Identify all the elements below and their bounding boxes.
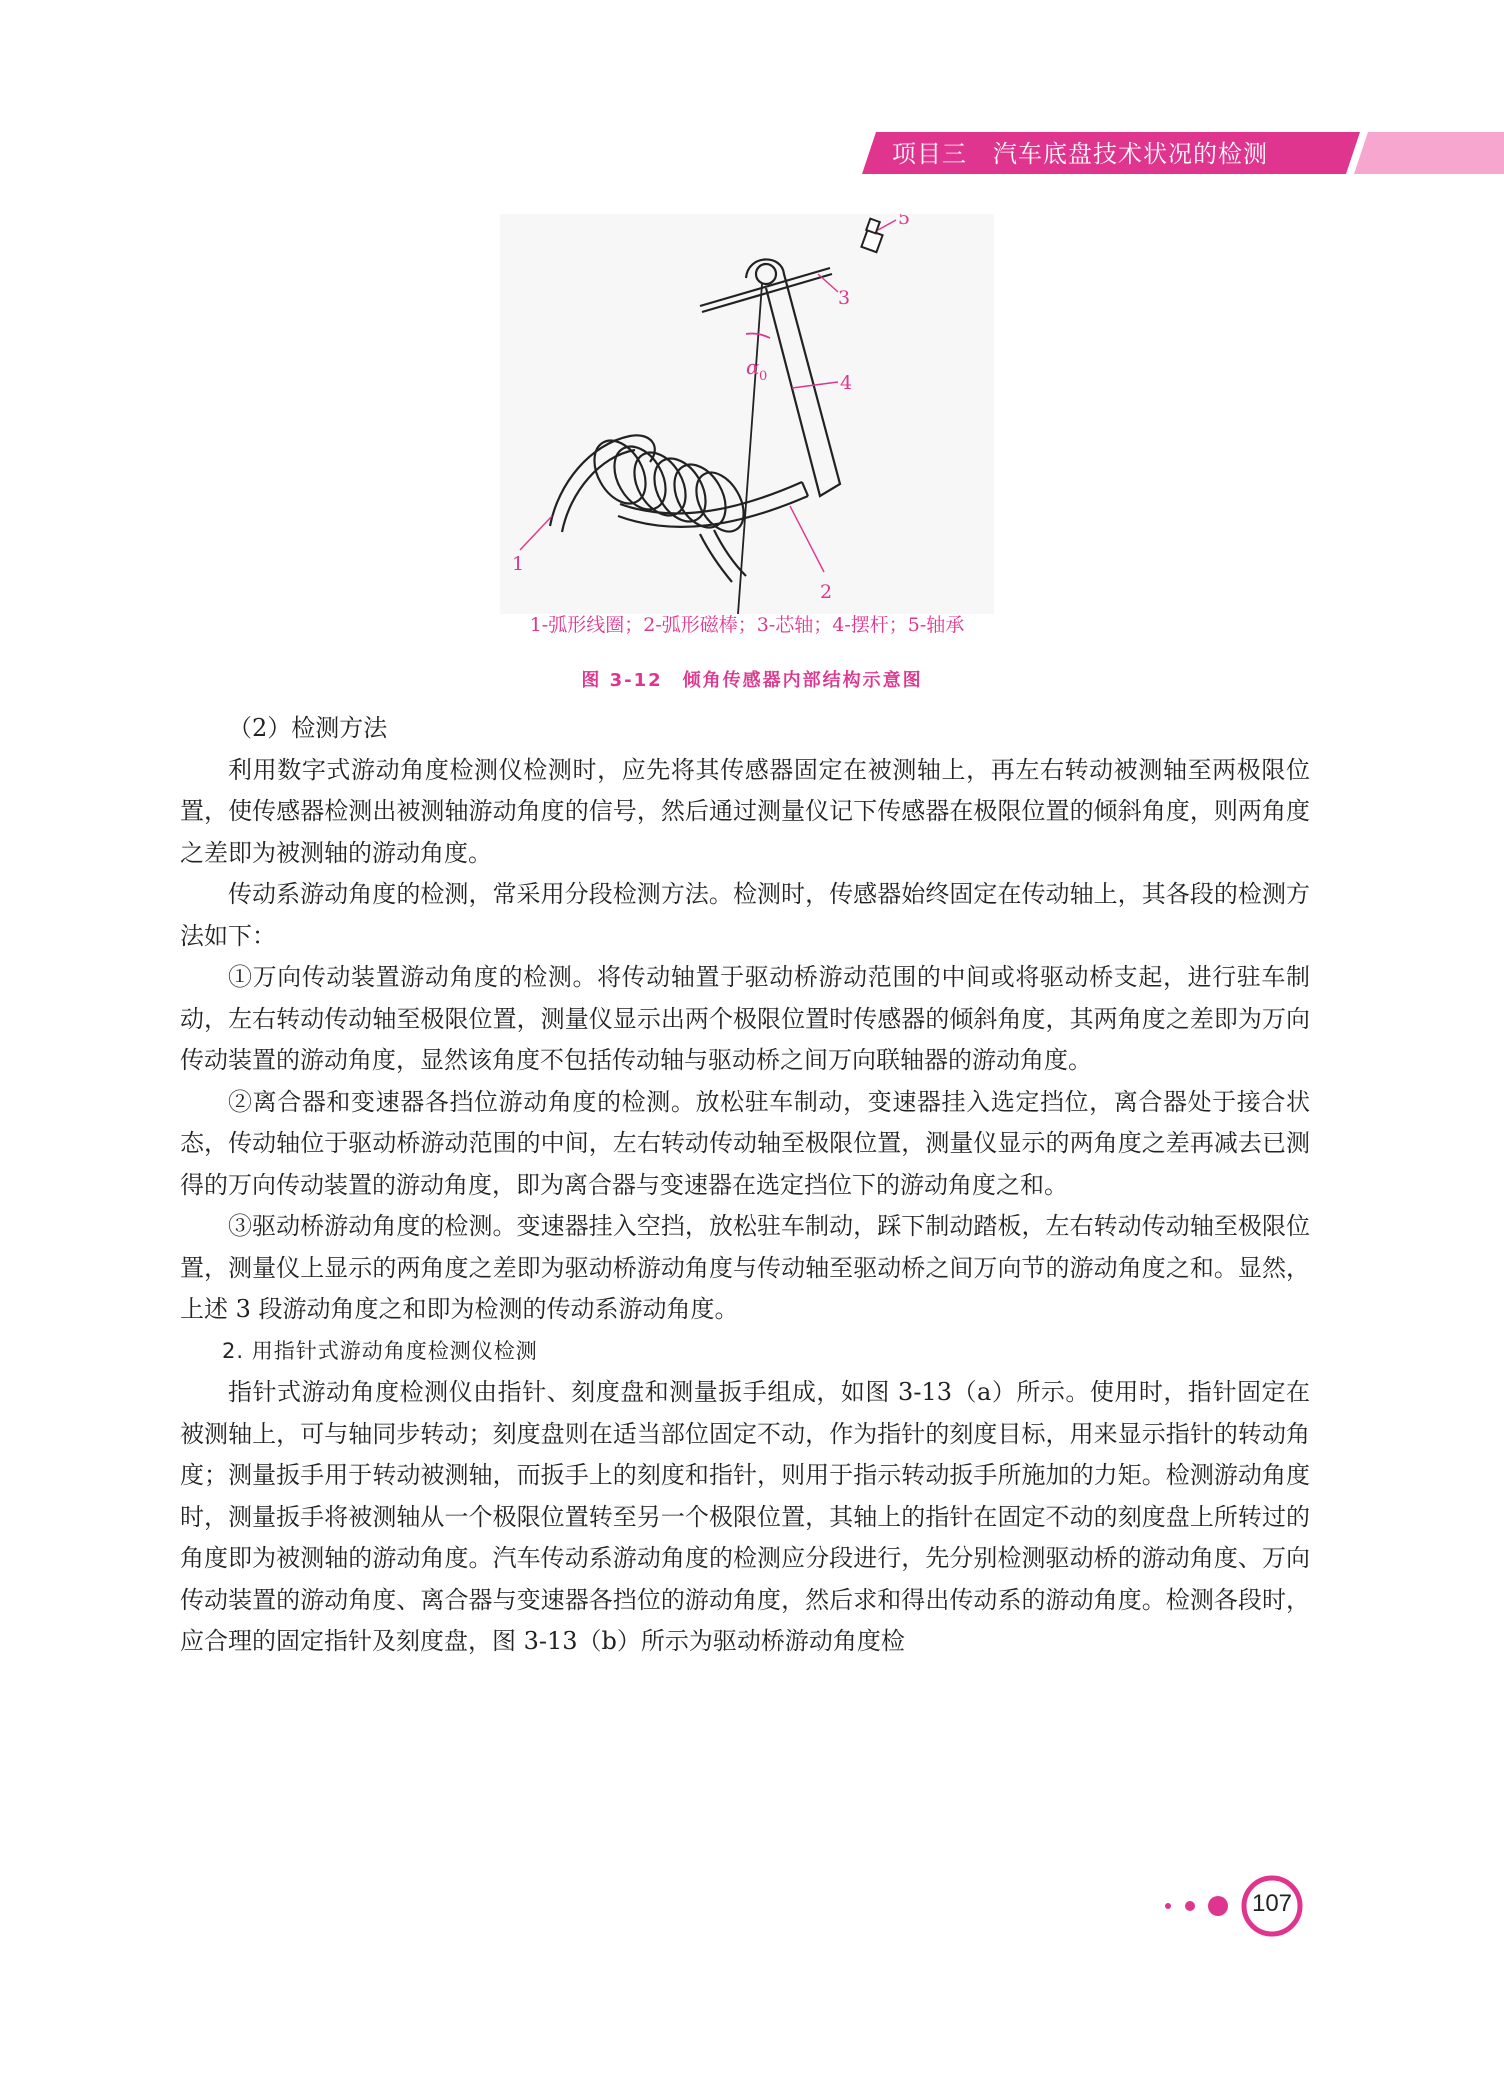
angle-symbol: α bbox=[746, 355, 760, 379]
body-text bbox=[180, 708, 1310, 1663]
page-number: 107 bbox=[1251, 1890, 1293, 1917]
paragraph: 指针式游动角度检测仪由指针、刻度盘和测量扳手组成，如图 3-13（a）所示。使用时，指针固定在被测轴上，可与轴同步转动；刻度盘则在适当部位固定不动，作为指针的刻度目标，用来显示指针的转动角度；测量扳手用于转动被测轴，而扳手上的刻度和指针，则用于指示转动扳手所施加的力矩。检测游动角度时，测量扳手将被测轴从一个极限位置转至另一个极限位置，其轴上的指针在固定不动的刻度盘上所转过的角度即为被测轴的游动角度。汽车传动系游动角度的检测应分段进行，先分别检测驱动桥的游动角度、万向传动装置的游动角度、离合器与变速器各挡位的游动角度，然后求和得出传动系的游动角度。检测各段时，应合理的固定指针及刻度盘，图 3-13（b）所示为驱动桥游动角度检 bbox=[180, 1378, 1310, 1655]
figure-legend: 1-弧形线圈；2-弧形磁棒；3-芯轴；4-摆杆；5-轴承 bbox=[529, 614, 965, 636]
section-title: （2）检测方法 bbox=[228, 714, 388, 742]
angle-subscript: 0 bbox=[759, 369, 768, 384]
tilt-sensor-diagram bbox=[500, 214, 994, 614]
figure-caption: 图 3-12 倾角传感器内部结构示意图 bbox=[581, 670, 923, 691]
paragraph: 传动系游动角度的检测，常采用分段检测方法。检测时，传感器始终固定在传动轴上，其各段的检测方法如下： bbox=[180, 880, 1310, 950]
callout-label-2: 2 bbox=[820, 581, 833, 603]
paragraph: ①万向传动装置游动角度的检测。将传动轴置于驱动桥游动范围的中间或将驱动桥支起，进行驻车制动，左右转动传动轴至极限位置，测量仪显示出两个极限位置时传感器的倾斜角度，其两角度之差即为万向传动装置的游动角度，显然该角度不包括传动轴与驱动桥之间万向联轴器的游动角度。 bbox=[180, 963, 1310, 1074]
callout-label-3: 3 bbox=[838, 287, 851, 309]
paragraph: ②离合器和变速器各挡位游动角度的检测。放松驻车制动，变速器挂入选定挡位，离合器处于接合状态，传动轴位于驱动桥游动范围的中间，左右转动传动轴至极限位置，测量仪显示的两角度之差再减去已测得的万向传动装置的游动角度，即为离合器与变速器在选定挡位下的游动角度之和。 bbox=[180, 1087, 1310, 1199]
header-title: 汽车底盘技术状况的检测 bbox=[993, 140, 1268, 168]
paragraph: ③驱动桥游动角度的检测。变速器挂入空挡，放松驻车制动，踩下制动踏板，左右转动传动轴至极限位置，测量仪上显示的两角度之差即为驱动桥游动角度与传动轴至驱动桥之间万向节的游动角度之和。显然，上述 3 段游动角度之和即为检测的传动系游动角度。 bbox=[180, 1212, 1310, 1323]
paragraph: 利用数字式游动角度检测仪检测时，应先将其传感器固定在被测轴上，再左右转动被测轴至两极限位置，使传感器检测出被测轴游动角度的信号，然后通过测量仪记下传感器在极限位置的倾斜角度，则两角度之差即为被测轴的游动角度。 bbox=[180, 755, 1310, 867]
subheading: 2. 用指针式游动角度检测仪检测 bbox=[222, 1338, 538, 1363]
callout-label-4: 4 bbox=[840, 372, 853, 394]
header-project: 项目三 bbox=[892, 140, 967, 168]
callout-label-1: 1 bbox=[512, 553, 525, 575]
callout-label-5: 5 bbox=[898, 214, 911, 229]
tilt-sensor-figure bbox=[500, 214, 994, 650]
chapter-header bbox=[892, 136, 1268, 172]
